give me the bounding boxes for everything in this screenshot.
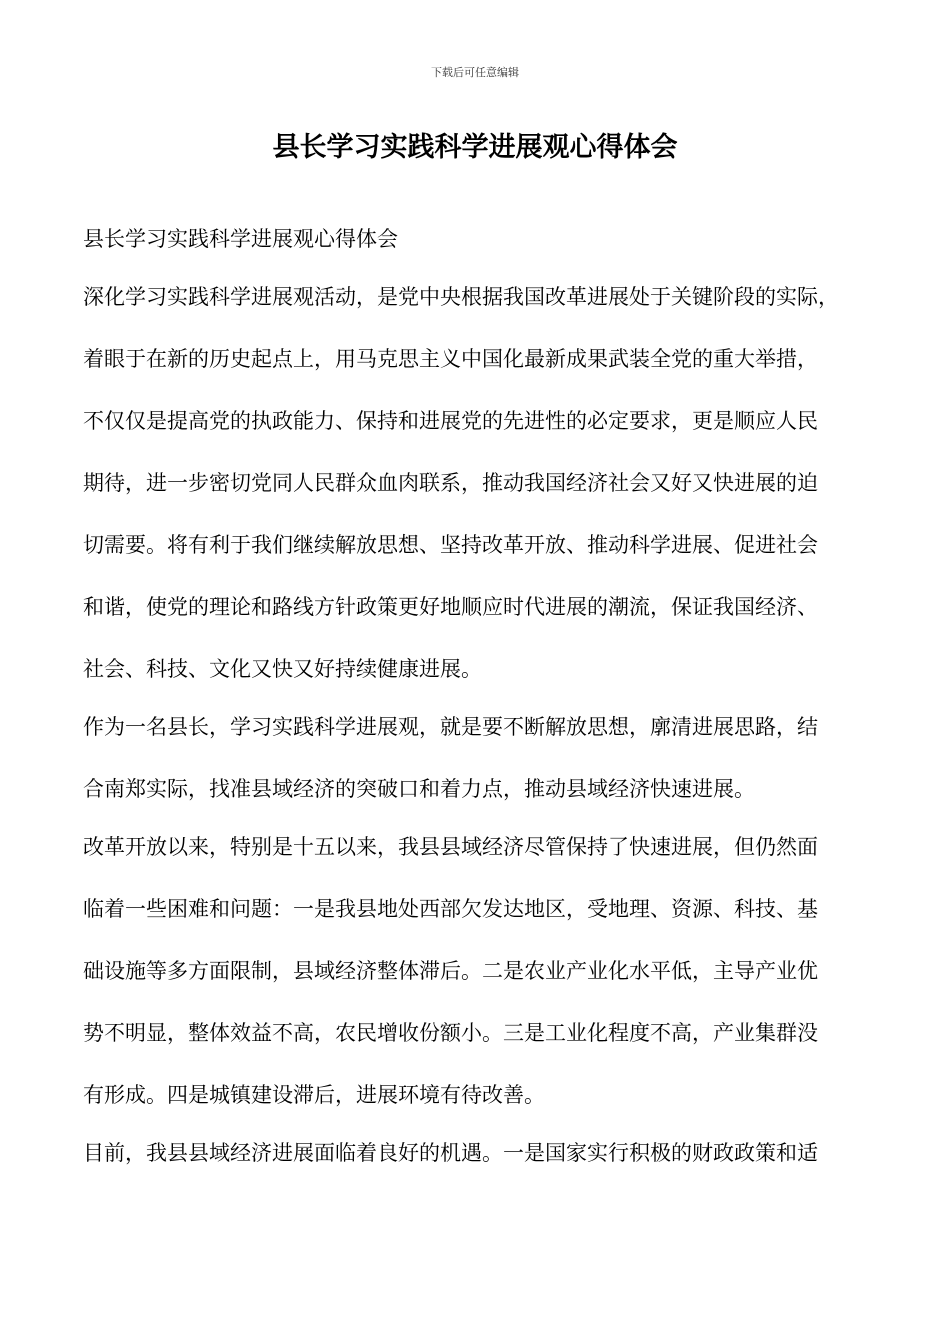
text-line: 社会、科技、文化又快又好持续健康进展。 [83, 657, 482, 681]
document-title: 县长学习实践科学进展观心得体会 [272, 132, 678, 163]
document-subtitle: 县长学习实践科学进展观心得体会 [83, 227, 398, 251]
paragraph-3 [83, 828, 883, 1114]
text-line: 改革开放以来，特别是十五以来，我县县域经济尽管保持了快速进展，但仍然面 [83, 835, 818, 859]
text-line: 和谐，使党的理论和路线方针政策更好地顺应时代进展的潮流，保证我国经济、 [83, 595, 818, 619]
text-line: 础设施等多方面限制，县域经济整体滞后。二是农业产业化水平低，主导产业优 [83, 959, 818, 983]
text-line: 临着一些困难和问题：一是我县地处西部欠发达地区，受地理、资源、科技、基 [83, 897, 818, 921]
paragraph-1 [83, 278, 883, 688]
document-body [83, 220, 883, 1172]
paragraph-4 [83, 1134, 883, 1172]
text-line: 目前，我县县域经济进展面临着良好的机遇。一是国家实行积极的财政政策和适 [83, 1141, 818, 1165]
text-line: 有形成。四是城镇建设滞后，进展环境有待改善。 [83, 1083, 545, 1107]
header-note: 下载后可任意编辑 [431, 66, 519, 79]
text-line: 势不明显，整体效益不高，农民增收份额小。三是工业化程度不高，产业集群没 [83, 1021, 818, 1045]
text-line: 着眼于在新的历史起点上，用马克思主义中国化最新成果武装全党的重大举措， [83, 347, 818, 371]
paragraph-2 [83, 708, 883, 808]
text-line: 深化学习实践科学进展观活动，是党中央根据我国改革进展处于关键阶段的实际， [83, 285, 839, 309]
text-line: 作为一名县长，学习实践科学进展观，就是要不断解放思想，廓清进展思路，结 [83, 715, 818, 739]
text-line: 合南郑实际，找准县域经济的突破口和着力点，推动县域经济快速进展。 [83, 777, 755, 801]
text-line: 切需要。将有利于我们继续解放思想、坚持改革开放、推动科学进展、促进社会 [83, 533, 818, 557]
text-line: 期待，进一步密切党同人民群众血肉联系，推动我国经济社会又好又快进展的迫 [83, 471, 818, 495]
text-line: 不仅仅是提高党的执政能力、保持和进展党的先进性的必定要求，更是顺应人民 [83, 409, 818, 433]
